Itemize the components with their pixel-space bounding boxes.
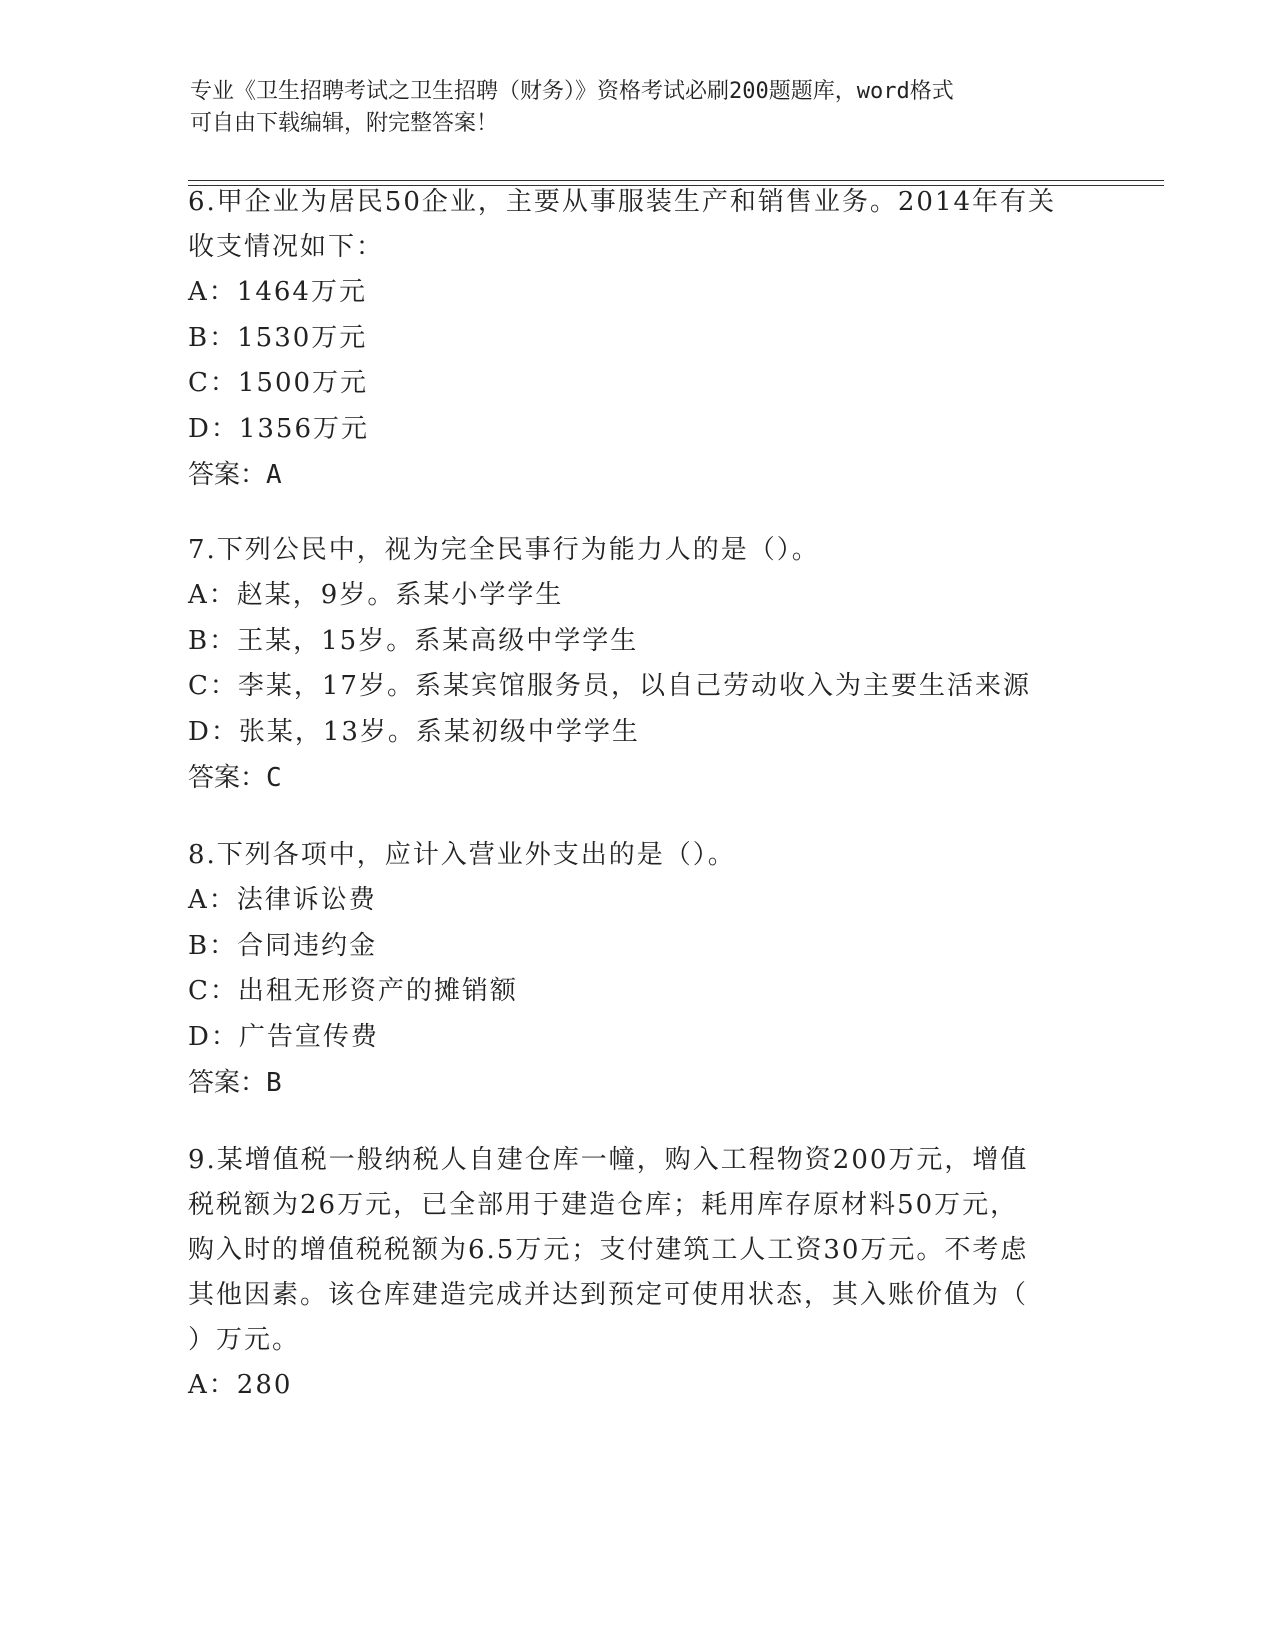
option-b: B：合同违约金 xyxy=(188,930,378,961)
option-d: D：广告宣传费 xyxy=(188,1021,379,1052)
option-d: D：张某，13岁。系某初级中学学生 xyxy=(188,716,640,747)
option-b: B：王某，15岁。系某高级中学学生 xyxy=(188,625,639,656)
question-6 xyxy=(188,180,1088,498)
option-a: A：1464万元 xyxy=(188,277,367,307)
option-a: A：法律诉讼费 xyxy=(188,885,377,915)
option-a: A：赵某，9岁。系某小学学生 xyxy=(188,580,564,610)
document-header: 专业《卫生招聘考试之卫生招聘（财务）》资格考试必刷200题题库，word格式 可自由下载编辑，附完整答案！ xyxy=(190,79,954,136)
question-stem: 8.下列各项中，应计入营业外支出的是（）。 xyxy=(188,840,736,870)
question-8 xyxy=(188,833,1088,1106)
option-a: A：280 xyxy=(188,1370,293,1400)
option-d: D：1356万元 xyxy=(188,413,370,444)
option-c: C：出租无形资产的摊销额 xyxy=(188,976,518,1006)
answer-label: 答案：B xyxy=(188,1068,282,1098)
option-c: C：李某，17岁。系某宾馆服务员，以自己劳动收入为主要生活来源 xyxy=(188,671,1031,701)
question-9 xyxy=(188,1138,1088,1409)
option-c: C：1500万元 xyxy=(188,368,369,398)
answer-label: 答案：C xyxy=(188,763,282,793)
answer-label: 答案：A xyxy=(188,460,282,490)
question-stem: 6.甲企业为居民50企业，主要从事服装生产和销售业务。2014年有关 收支情况如下： xyxy=(188,187,1057,262)
question-stem: 9.某增值税一般纳税人自建仓库一幢，购入工程物资200万元，增值 税税额为26万元，已全部用于建造仓库；耗用库存原材料50万元， 购入时的增值税税额为6.5万元；支付建筑工人工资30万元。不考虑 其他因素。该仓库建造完成并达到预定可使用状态，其入账价值为（ ）万元。 xyxy=(188,1145,1029,1355)
question-stem: 7.下列公民中，视为完全民事行为能力人的是（）。 xyxy=(188,535,820,565)
question-7 xyxy=(188,528,1088,801)
option-b: B：1530万元 xyxy=(188,322,368,353)
